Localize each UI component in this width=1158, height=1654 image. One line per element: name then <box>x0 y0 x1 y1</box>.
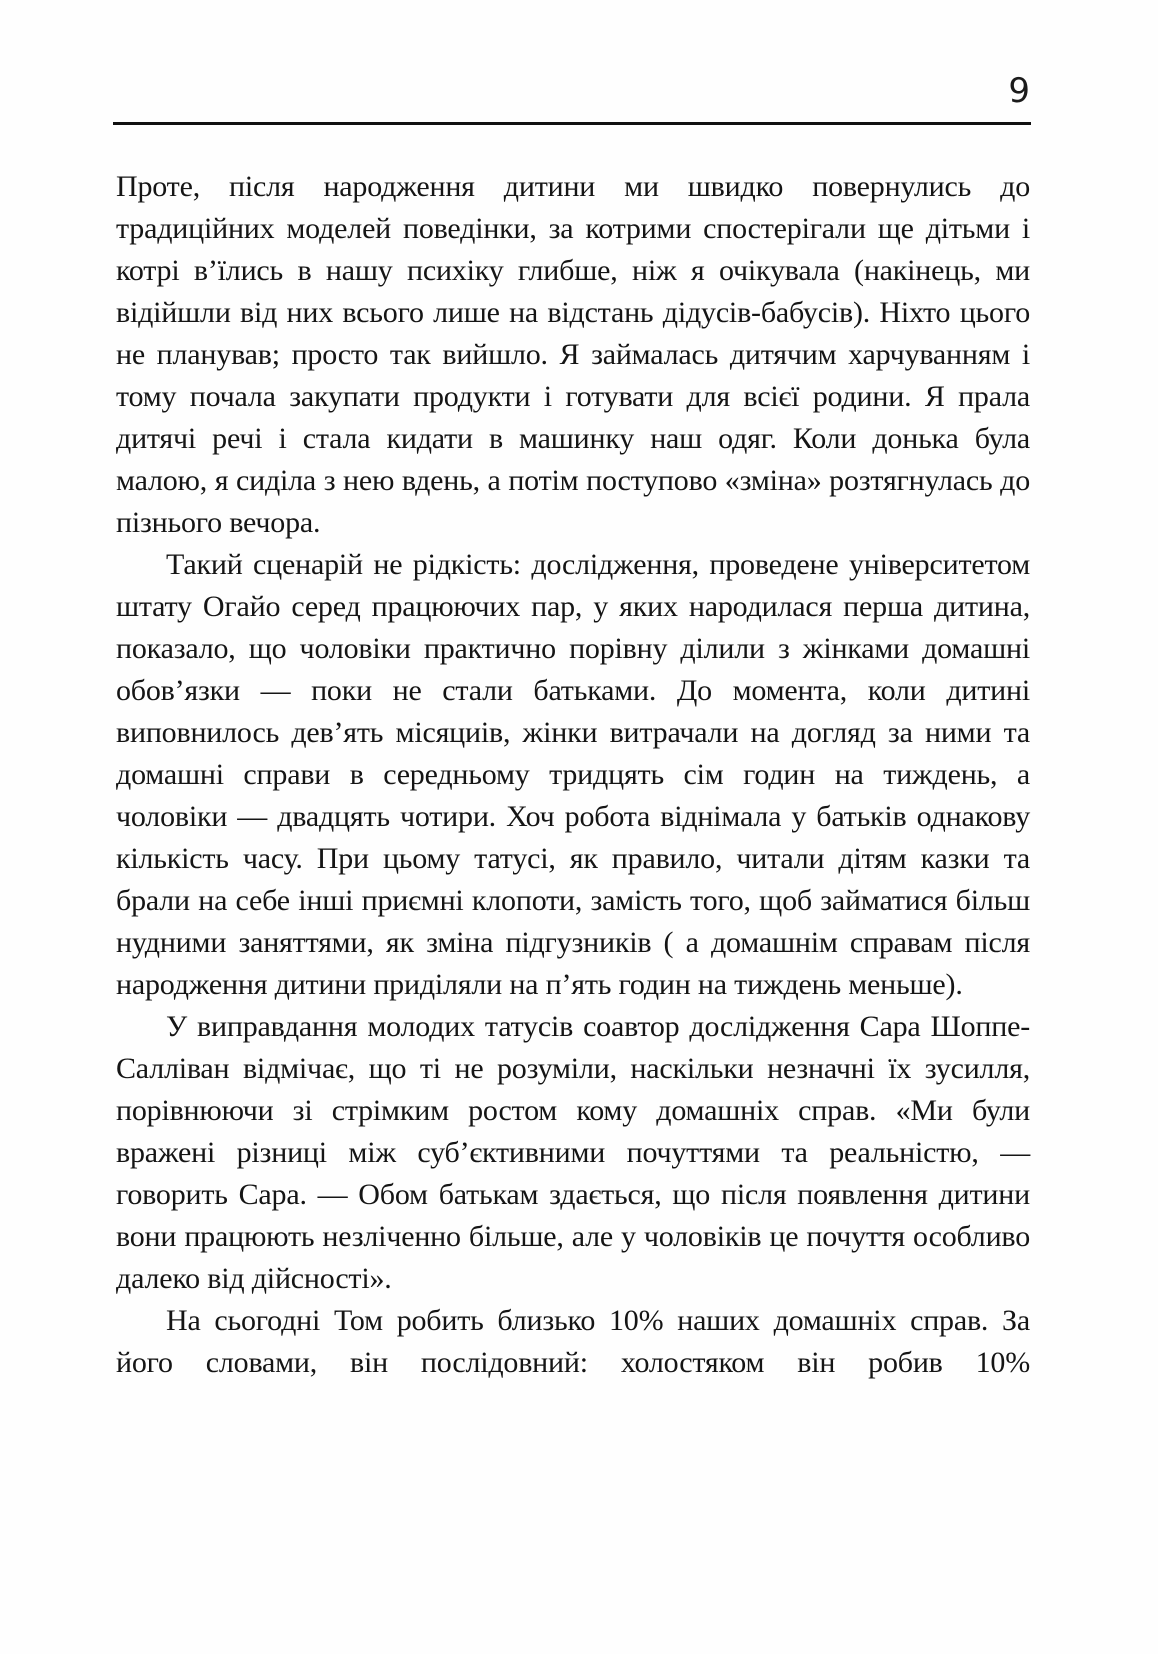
paragraph-1: Проте, після народження дитини ми швидко повернулись до традиційних моделей поведінки, за котрими спостерігали ще дітьми і котрі в’їлись в нашу психіку глибше, ніж я очікувала (накінець, ми відійшли від них всього лише на відстань дідусів-бабусів). Ніхто цього не планував; просто так вийшло. Я займалась дитячим харчуванням і тому почала закупати продукти і готувати для всієї родини. Я прала дитячі речі і стала кидати в машинку наш одяг. Коли донька була малою, я сиділа з нею вдень, а потім поступово «зміна» розтягнулась до пізнього вечора. <box>116 170 1030 539</box>
paragraph-4: На сьогодні Том робить близько 10% наших домашніх справ. За його словами, він послідовний: холостяком він робив 10% <box>116 1304 1030 1379</box>
page-number: 9 <box>1008 71 1030 111</box>
page-text <box>116 166 1030 1384</box>
header-rule <box>113 122 1031 125</box>
paragraph-2: Такий сценарій не рідкість: дослідження, проведене університетом штату Огайо серед працюючих пар, у яких народилася перша дитина, показало, що чоловіки практично порівну ділили з жінками домашні обов’язки — поки не стали батьками. До момента, коли дитині виповнилось дев’ять місяциів, жінки витрачали на догляд за ними та домашні справи в середньому тридцять сім годин на тиждень, а чоловіки — двадцять чотири. Хоч робота віднімала у батьків однакову кількість часу. При цьому татусі, як правило, читали дітям казки та брали на себе інші приємні клопоти, замість того, щоб займатися більш нудними заняттями, як зміна підгузників ( а домашнім справам після народження дитини приділяли на п’ять годин на тиждень меньше). <box>116 548 1030 1001</box>
paragraph-3: У виправдання молодих татусів соавтор дослідження Сара Шоппе-Салліван відмічає, що ті не розуміли, наскільки незначні їх зусилля, порівнюючи зі стрімким ростом кому домашніх справ. «Ми були вражені різниці між суб’єктивними почуттями та реальністю, — говорить Сара. — Обом батькам здається, що після появлення дитини вони працюють незліченно більше, але у чоловіків це почуття особливо далеко від дійсності». <box>116 1010 1030 1295</box>
